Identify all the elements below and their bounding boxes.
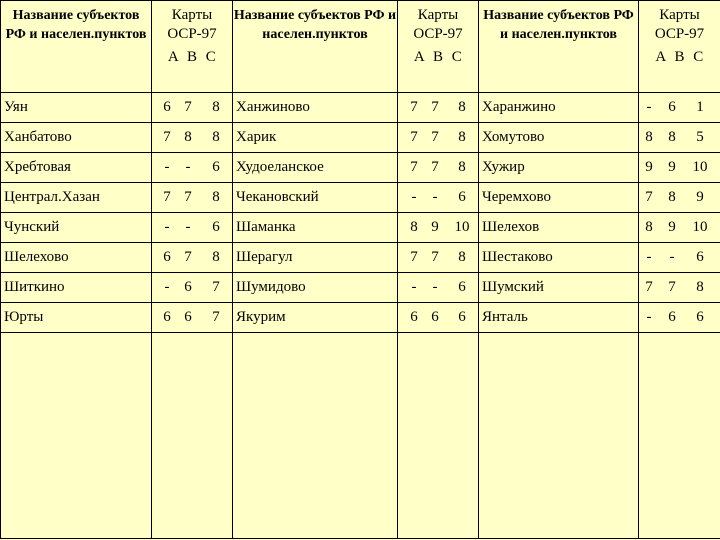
intensity-map-c-value: 8	[458, 129, 466, 145]
intensity-values-cell	[639, 93, 720, 123]
intensity-map-b-value: 6	[431, 309, 439, 325]
intensity-map-a-value: -	[646, 309, 652, 325]
maps-header-columns	[152, 48, 232, 67]
intensity-map-a-value: 6	[163, 249, 171, 265]
settlement-name-cell: Ханбатово	[1, 123, 152, 153]
intensity-map-a-value: -	[411, 279, 417, 295]
settlement-name-cell: Ханжиново	[233, 93, 398, 123]
intensity-map-b-value: 7	[431, 249, 439, 265]
intensity-values-cell	[152, 273, 233, 303]
intensity-values-cell	[398, 243, 479, 273]
intensity-map-b-value: -	[432, 189, 438, 205]
intensity-map-c-value: 6	[696, 309, 704, 325]
table-row	[1, 93, 720, 123]
intensity-values-cell	[398, 303, 479, 333]
intensity-map-c-value: 6	[696, 249, 704, 265]
intensity-map-a-value: 7	[645, 279, 653, 295]
intensity-map-a-value: 7	[163, 189, 171, 205]
table-row	[1, 153, 720, 183]
intensity-map-c-value: 1	[696, 99, 704, 115]
intensity-map-b-value: 7	[431, 129, 439, 145]
intensity-map-b-value: 6	[668, 309, 676, 325]
intensity-values-cell	[398, 273, 479, 303]
intensity-map-b-value: -	[432, 279, 438, 295]
intensity-map-a-value: 7	[163, 129, 171, 145]
intensity-map-b-value: 8	[668, 129, 676, 145]
empty-cell	[639, 333, 720, 539]
intensity-map-b-value: 6	[668, 99, 676, 115]
intensity-map-a-value: 7	[410, 99, 418, 115]
intensity-map-a-value: -	[646, 249, 652, 265]
intensity-map-b-value: 7	[431, 99, 439, 115]
intensity-values-cell	[639, 153, 720, 183]
settlement-name-cell: Шестаково	[479, 243, 639, 273]
intensity-map-a-value: 9	[645, 159, 653, 175]
intensity-map-a-value: 7	[410, 249, 418, 265]
intensity-map-c-value: 8	[212, 129, 220, 145]
intensity-map-a-value: -	[164, 279, 170, 295]
intensity-map-b-value: 8	[184, 129, 192, 145]
intensity-values-cell	[639, 273, 720, 303]
intensity-values-cell	[152, 213, 233, 243]
map-c-label: С	[693, 49, 704, 65]
intensity-map-b-value: 7	[184, 189, 192, 205]
settlement-name-cell: Шиткино	[1, 273, 152, 303]
intensity-map-b-value: -	[669, 249, 675, 265]
settlement-name-cell: Якурим	[233, 303, 398, 333]
intensity-map-c-value: 6	[458, 279, 466, 295]
settlement-name-cell: Харик	[233, 123, 398, 153]
intensity-map-a-value: 8	[410, 219, 418, 235]
intensity-map-a-value: 6	[163, 99, 171, 115]
table-row	[1, 243, 720, 273]
empty-cell	[152, 333, 233, 539]
settlement-name-cell: Чунский	[1, 213, 152, 243]
intensity-map-b-value: 9	[431, 219, 439, 235]
table-row	[1, 273, 720, 303]
empty-cell	[233, 333, 398, 539]
intensity-values-cell	[398, 123, 479, 153]
intensity-map-b-value: 7	[431, 159, 439, 175]
settlement-name-cell: Черемхово	[479, 183, 639, 213]
intensity-values-cell	[398, 183, 479, 213]
settlement-name-cell: Янталь	[479, 303, 639, 333]
map-b-label: В	[432, 49, 443, 65]
map-a-label: А	[413, 49, 425, 65]
intensity-map-b-value: 7	[184, 99, 192, 115]
intensity-map-c-value: 7	[212, 279, 220, 295]
settlement-name-header: Название субъектов РФ и населен.пунктов	[233, 1, 398, 93]
empty-cell	[1, 333, 152, 539]
intensity-values-cell	[398, 93, 479, 123]
empty-cell	[479, 333, 639, 539]
settlement-name-header: Название субъектов РФ и населен.пунктов	[479, 1, 639, 93]
empty-cell	[398, 333, 479, 539]
settlement-name-cell: Чекановский	[233, 183, 398, 213]
intensity-values-cell	[152, 183, 233, 213]
map-b-label: В	[186, 49, 197, 65]
table-row	[1, 303, 720, 333]
intensity-map-b-value: 7	[668, 279, 676, 295]
maps-header-title: Карты ОСР-97	[167, 7, 217, 42]
intensity-map-c-value: 6	[458, 189, 466, 205]
maps-header-columns	[398, 48, 478, 67]
settlement-name-cell: Шаманка	[233, 213, 398, 243]
map-b-label: В	[674, 49, 685, 65]
settlement-name-cell: Шумский	[479, 273, 639, 303]
settlement-name-cell: Худоеланское	[233, 153, 398, 183]
intensity-map-a-value: 7	[410, 159, 418, 175]
intensity-values-cell	[152, 153, 233, 183]
header-row	[1, 1, 720, 93]
map-c-label: С	[205, 49, 216, 65]
intensity-map-a-value: 7	[645, 189, 653, 205]
intensity-values-cell	[639, 183, 720, 213]
settlement-name-cell: Хужир	[479, 153, 639, 183]
intensity-values-cell	[639, 123, 720, 153]
settlement-name-cell: Уян	[1, 93, 152, 123]
maps-header	[398, 1, 479, 93]
intensity-values-cell	[152, 93, 233, 123]
maps-header-columns	[639, 48, 720, 67]
table-row	[1, 213, 720, 243]
intensity-map-a-value: -	[164, 219, 170, 235]
intensity-map-c-value: 6	[212, 219, 220, 235]
settlement-name-cell: Юрты	[1, 303, 152, 333]
settlement-name-cell: Шелехов	[479, 213, 639, 243]
intensity-map-b-value: 6	[184, 309, 192, 325]
intensity-map-c-value: 10	[692, 219, 708, 235]
intensity-map-a-value: -	[164, 159, 170, 175]
intensity-map-c-value: 10	[454, 219, 470, 235]
intensity-map-c-value: 8	[458, 249, 466, 265]
intensity-map-a-value: 8	[645, 219, 653, 235]
intensity-map-c-value: 8	[212, 99, 220, 115]
intensity-map-a-value: -	[411, 189, 417, 205]
settlement-name-cell: Централ.Хазан	[1, 183, 152, 213]
intensity-values-cell	[639, 303, 720, 333]
intensity-values-cell	[398, 213, 479, 243]
intensity-values-cell	[398, 153, 479, 183]
settlement-name-cell: Харанжино	[479, 93, 639, 123]
intensity-map-c-value: 8	[696, 279, 704, 295]
map-a-label: А	[167, 49, 179, 65]
intensity-map-b-value: 8	[668, 189, 676, 205]
intensity-values-cell	[639, 243, 720, 273]
intensity-map-b-value: -	[185, 159, 191, 175]
settlement-name-cell: Хребтовая	[1, 153, 152, 183]
table-row	[1, 123, 720, 153]
intensity-map-c-value: 6	[458, 309, 466, 325]
intensity-map-a-value: 8	[645, 129, 653, 145]
settlement-name-cell: Хомутово	[479, 123, 639, 153]
intensity-map-c-value: 5	[696, 129, 704, 145]
intensity-map-a-value: 6	[410, 309, 418, 325]
intensity-map-b-value: 6	[184, 279, 192, 295]
map-c-label: С	[451, 49, 462, 65]
intensity-map-b-value: 7	[184, 249, 192, 265]
table-row	[1, 183, 720, 213]
intensity-map-b-value: 9	[668, 219, 676, 235]
intensity-map-a-value: 7	[410, 129, 418, 145]
intensity-values-cell	[152, 243, 233, 273]
intensity-map-b-value: -	[185, 219, 191, 235]
intensity-map-c-value: 8	[458, 159, 466, 175]
settlement-name-cell: Шерагул	[233, 243, 398, 273]
table-body	[1, 93, 720, 539]
intensity-map-c-value: 6	[212, 159, 220, 175]
intensity-map-c-value: 7	[212, 309, 220, 325]
intensity-map-c-value: 8	[458, 99, 466, 115]
maps-header	[639, 1, 720, 93]
settlement-name-cell: Шумидово	[233, 273, 398, 303]
maps-header-title: Карты ОСР-97	[654, 7, 705, 42]
intensity-map-c-value: 9	[696, 189, 704, 205]
intensity-values-cell	[152, 123, 233, 153]
empty-filler-row	[1, 333, 720, 539]
intensity-map-a-value: -	[646, 99, 652, 115]
intensity-map-b-value: 9	[668, 159, 676, 175]
intensity-map-a-value: 6	[163, 309, 171, 325]
intensity-values-cell	[639, 213, 720, 243]
intensity-values-cell	[152, 303, 233, 333]
intensity-map-c-value: 8	[212, 249, 220, 265]
intensity-map-c-value: 10	[692, 159, 708, 175]
settlement-name-cell: Шелехово	[1, 243, 152, 273]
intensity-map-c-value: 8	[212, 189, 220, 205]
settlement-name-header: Название субъектов РФ и населен.пунктов	[1, 1, 152, 93]
map-a-label: А	[655, 49, 667, 65]
maps-header-title: Карты ОСР-97	[413, 7, 463, 42]
maps-header	[152, 1, 233, 93]
